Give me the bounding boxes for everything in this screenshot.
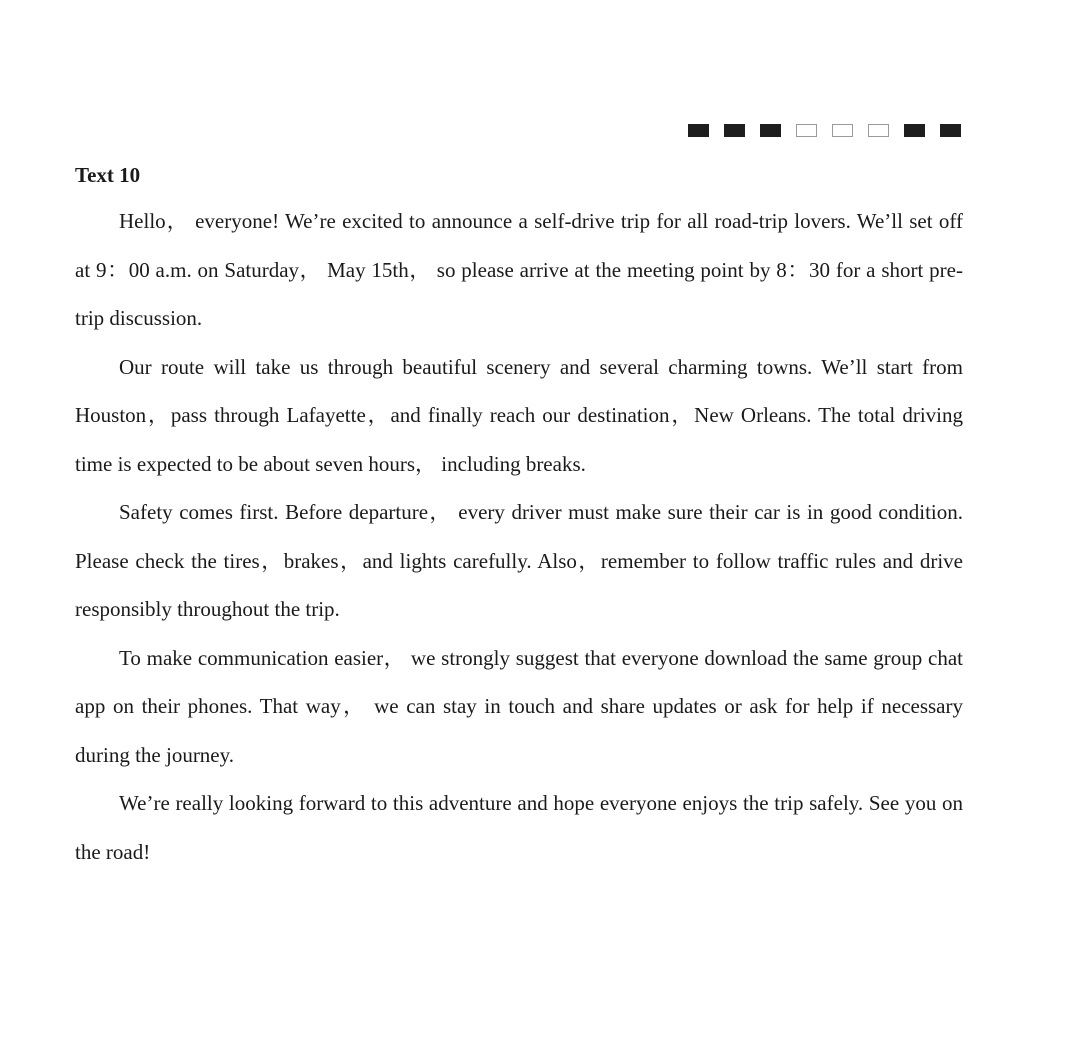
paragraph-closing: We’re really looking forward to this adventure and hope everyone enjoys the trip safely. See you on the road! <box>75 791 963 864</box>
page-marker-4 <box>796 124 817 137</box>
paragraph-intro: Hello， everyone! We’re excited to announce a self-drive trip for all road-trip lovers. We’ll set off at 9：00 a.m. on Saturday， May 15th， so please arrive at the meeting point by 8：30 for a short pre-trip discussion. <box>75 209 963 330</box>
page-marker-7 <box>904 124 925 137</box>
page-marker-8 <box>940 124 961 137</box>
document-title: Text 10 <box>75 163 141 187</box>
paragraph-route: Our route will take us through beautiful scenery and several charming towns. We’ll start from Houston，pass through Lafayette，and finally reach our destination，New Orleans. The total driving time is expected to be about seven hours， including breaks. <box>75 354 963 476</box>
page-marker-2 <box>724 124 745 137</box>
paragraph-communication: To make communication easier， we strongly suggest that everyone download the same group chat app on their phones. That way， we can stay in touch and share updates or ask for help if necessary during the journey. <box>75 645 963 767</box>
page-marker-3 <box>760 124 781 137</box>
page-marker-1 <box>688 124 709 137</box>
page-marker-6 <box>868 124 889 137</box>
page-marker-strip <box>688 124 961 137</box>
paragraph-safety: Safety comes first. Before departure， every driver must make sure their car is in good condition. Please check the tires，brakes，and lights carefully. Also，remember to follow traffic rules and drive responsibly throughout the trip. <box>75 500 963 621</box>
page-marker-5 <box>832 124 853 137</box>
document-body <box>75 160 963 876</box>
